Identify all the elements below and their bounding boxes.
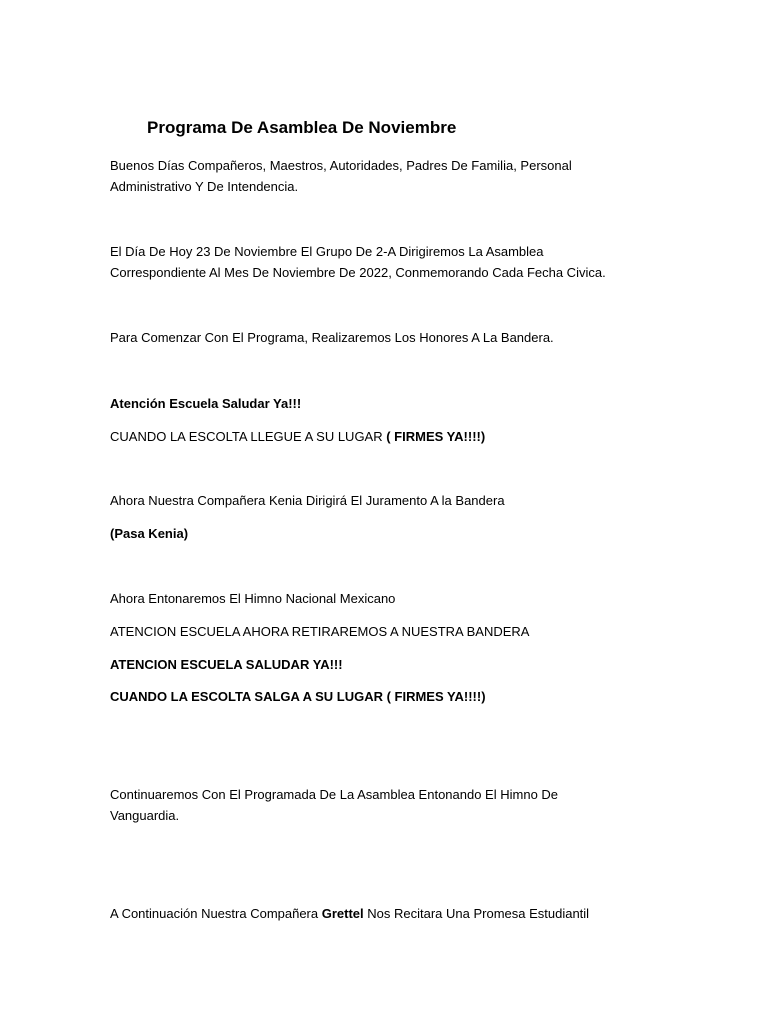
greeting-line-1: Buenos Días Compañeros, Maestros, Autoridades, Padres De Familia, Personal	[110, 158, 572, 173]
document-title: Programa De Asamblea De Noviembre	[147, 118, 457, 137]
pass-kenia: (Pasa Kenia)	[110, 526, 189, 541]
promise-paragraph	[110, 903, 589, 924]
retire-flag-line: ATENCION ESCUELA AHORA RETIRAREMOS A NUESTRA BANDERA	[110, 624, 530, 639]
attention-salute-caps: ATENCION ESCUELA SALUDAR YA!!!	[110, 657, 343, 672]
anthem-paragraph: Ahora Entonaremos El Himno Nacional Mexicano	[110, 591, 396, 606]
promise-student-name: Grettel	[321, 906, 364, 921]
vanguard-line-1: Continuaremos Con El Programada De La Asamblea Entonando El Himno De	[110, 787, 559, 802]
attention-salute: Atención Escuela Saludar Ya!!!	[110, 396, 302, 411]
intro-line-1: El Día De Hoy 23 De Noviembre El Grupo De 2-A Dirigiremos La Asamblea	[110, 244, 544, 259]
greeting-line-2: Administrativo Y De Intendencia.	[110, 179, 299, 194]
escort-arrives-line	[110, 426, 485, 447]
promise-text-before: A Continuación Nuestra Compañera	[110, 906, 322, 921]
promise-text-after: Nos Recitara Una Promesa Estudiantil	[363, 906, 590, 921]
escort-leaves-line: CUANDO LA ESCOLTA SALGA A SU LUGAR ( FIRMES YA!!!!)	[110, 689, 486, 704]
escort-arrives-text: CUANDO LA ESCOLTA LLEGUE A SU LUGAR	[110, 429, 387, 444]
oath-paragraph: Ahora Nuestra Compañera Kenia Dirigirá El Juramento A la Bandera	[110, 493, 505, 508]
honors-paragraph: Para Comenzar Con El Programa, Realizaremos Los Honores A La Bandera.	[110, 330, 554, 345]
intro-line-2: Correspondiente Al Mes De Noviembre De 2022, Conmemorando Cada Fecha Civica.	[110, 265, 606, 280]
vanguard-line-2: Vanguardia.	[110, 808, 180, 823]
escort-arrives-command: ( FIRMES YA!!!!)	[386, 429, 486, 444]
